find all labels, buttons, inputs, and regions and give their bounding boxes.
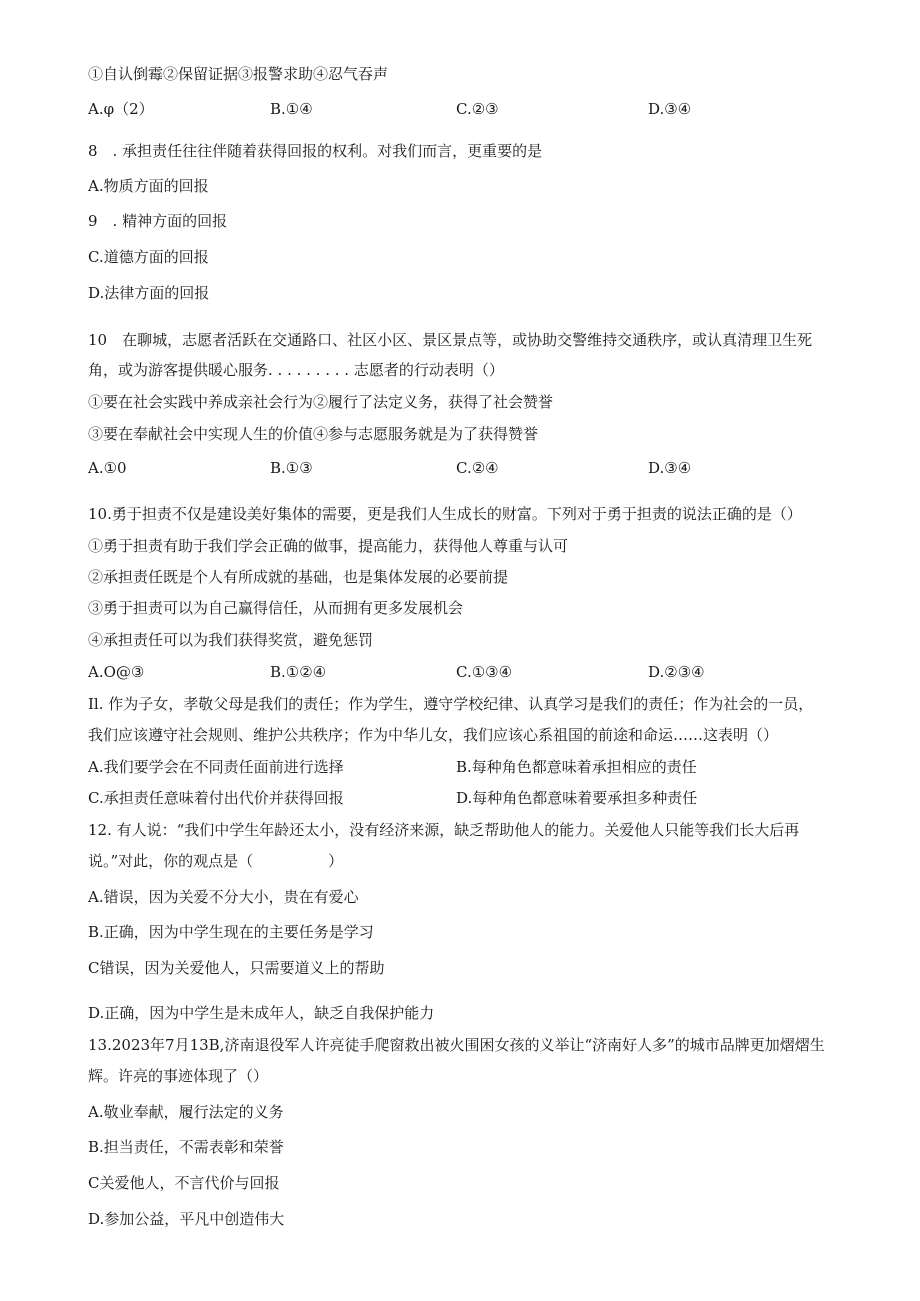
q7-option-b: B.①④ xyxy=(270,100,313,118)
q13-option-d: D.参加公益，平凡中创造伟大 xyxy=(88,1210,285,1228)
q11-option-d: D.每种角色都意味着要承担多种责任 xyxy=(456,789,698,807)
q7-option-c: C.②③ xyxy=(456,100,499,118)
q10b-statement-1: ①勇于担责有助于我们学会正确的做事，提高能力，获得他人尊重与认可 xyxy=(88,537,569,555)
q12-option-c: C错误，因为关爱他人，只需要道义上的帮助 xyxy=(88,959,385,977)
q10b-option-a: A.O@③ xyxy=(88,663,145,681)
q11-option-c: C.承担责任意味着付出代价并获得回报 xyxy=(88,789,344,807)
q11-option-b: B.每种角色都意味着承担相应的责任 xyxy=(456,758,697,776)
q8-stem: 8 . 承担责任往往伴随着获得回报的权利。对我们而言，更重要的是 xyxy=(88,142,543,160)
q10a-statement-1: ①要在社会实践中养成亲社会行为②履行了法定义务，获得了社会赞誉 xyxy=(88,393,554,411)
q7-option-a: A.φ（2） xyxy=(88,100,154,118)
q10b-stem: 10.勇于担责不仅是建设美好集体的需要，更是我们人生成长的财富。下列对于勇于担责的说法正确的是（） xyxy=(88,505,802,523)
q7-option-d: D.③④ xyxy=(648,100,692,118)
q12-option-d: D.正确，因为中学生是未成年人，缺乏自我保护能力 xyxy=(88,1004,435,1022)
q10b-option-d: D.②③④ xyxy=(648,663,705,681)
q10a-stem-line1: 10 在聊城，志愿者活跃在交通路口、社区小区、景区景点等，或协助交警维持交通秩序，或认真清理卫生死 xyxy=(88,331,813,349)
q12-stem-line1: 12. 有人说：“我们中学生年龄还太小，没有经济来源，缺乏帮助他人的能力。关爱他人只能等我们长大后再 xyxy=(88,821,800,839)
q7-statement: ①自认倒霉②保留证据③报警求助④忍气吞声 xyxy=(88,65,389,83)
q10b-option-c: C.①③④ xyxy=(456,663,513,681)
q13-stem-line1: 13.2023年7月13B,济南退役军人许亮徒手爬窗救出被火围困女孩的义举让“济南好人多”的城市品牌更加熠熠生 xyxy=(88,1036,825,1054)
q10b-option-b: B.①②④ xyxy=(270,663,327,681)
q12-option-a: A.错误，因为关爱不分大小，贵在有爱心 xyxy=(88,888,359,906)
q13-option-b: B.担当责任，不需表彰和荣誉 xyxy=(88,1138,284,1156)
q10a-statement-2: ③要在奉献社会中实现人生的价值④参与志愿服务就是为了获得赞誉 xyxy=(88,425,539,443)
q13-option-c: C关爱他人，不言代价与回报 xyxy=(88,1174,280,1192)
q10b-statement-4: ④承担责任可以为我们获得奖赏，避免惩罚 xyxy=(88,631,374,649)
q11-stem-line2: 我们应该遵守社会规则、维护公共秩序；作为中华儿女，我们应该心系祖国的前途和命运……这表明（） xyxy=(88,726,779,744)
q10b-statement-2: ②承担责任既是个人有所成就的基础，也是集体发展的必要前提 xyxy=(88,568,509,586)
q8-option-d: D.法律方面的回报 xyxy=(88,284,210,302)
q13-option-a: A.敬业奉献，履行法定的义务 xyxy=(88,1103,284,1121)
q10a-stem-line2: 角，或为游客提供暖心服务. . . . . . . . . 志愿者的行动表明（） xyxy=(88,361,504,379)
q10a-option-c: C.②④ xyxy=(456,459,499,477)
q10b-statement-3: ③勇于担责可以为自己赢得信任，从而拥有更多发展机会 xyxy=(88,599,464,617)
q8-option-c: C.道德方面的回报 xyxy=(88,248,209,266)
q10a-option-b: B.①③ xyxy=(270,459,313,477)
q8-option-a: A.物质方面的回报 xyxy=(88,177,209,195)
q11-stem-line1: Il. 作为子女，孝敬父母是我们的责任；作为学生，遵守学校纪律、认真学习是我们的责任；作为社会的一员， xyxy=(88,695,814,713)
q10a-option-a: A.①0 xyxy=(88,459,127,477)
q12-stem-line2: 说。”对此，你的观点是（ ） xyxy=(88,852,344,870)
q11-option-a: A.我们要学会在不同责任面前进行选择 xyxy=(88,758,344,776)
q8-option-b: 9 . 精神方面的回报 xyxy=(88,212,228,230)
q10a-option-d: D.③④ xyxy=(648,459,692,477)
q13-stem-line2: 辉。许亮的事迹体现了（） xyxy=(88,1067,269,1085)
q12-option-b: B.正确，因为中学生现在的主要任务是学习 xyxy=(88,923,374,941)
